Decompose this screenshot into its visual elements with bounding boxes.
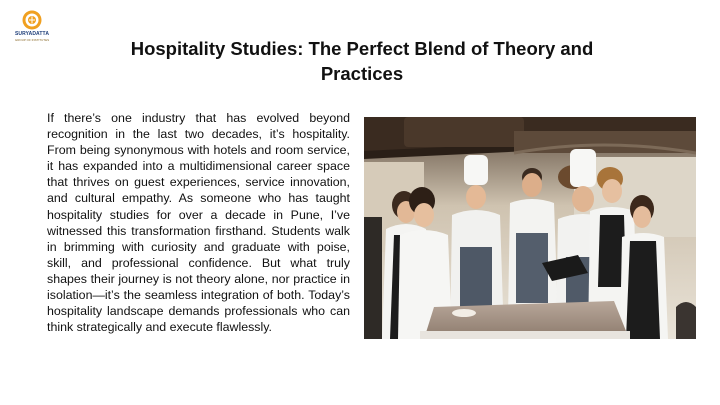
photo-illustration bbox=[364, 117, 696, 339]
body-paragraph: If there’s one industry that has evolved beyond recognition in the last two decades, it’s hospitality. From being synonymous with hotels and room service, it has expanded into a multidimensional career space that thrives on guest experiences, service innovation, and cultural empathy. As someone who has taught hospitality studies for over a decade in Pune, I’ve witnessed this transformation firsthand. Students walk in brimming with curiosity and graduate with poise, skill, and professional confidence. But what truly shapes their journey is not theory alone, nor practice in isolation—it’s the seamless integration of both. Today’s hospitality landscape demands professionals who can think strategically and execute flawlessly. bbox=[47, 111, 350, 335]
logo-tagline: GROUP OF INSTITUTES bbox=[14, 38, 50, 42]
logo-name: SURYADATTA bbox=[14, 31, 50, 37]
page-title: Hospitality Studies: The Perfect Blend of Theory and Practices bbox=[130, 38, 594, 84]
sun-emblem-icon bbox=[22, 10, 42, 30]
hospitality-students-photo bbox=[364, 117, 696, 339]
institution-logo bbox=[14, 10, 50, 46]
